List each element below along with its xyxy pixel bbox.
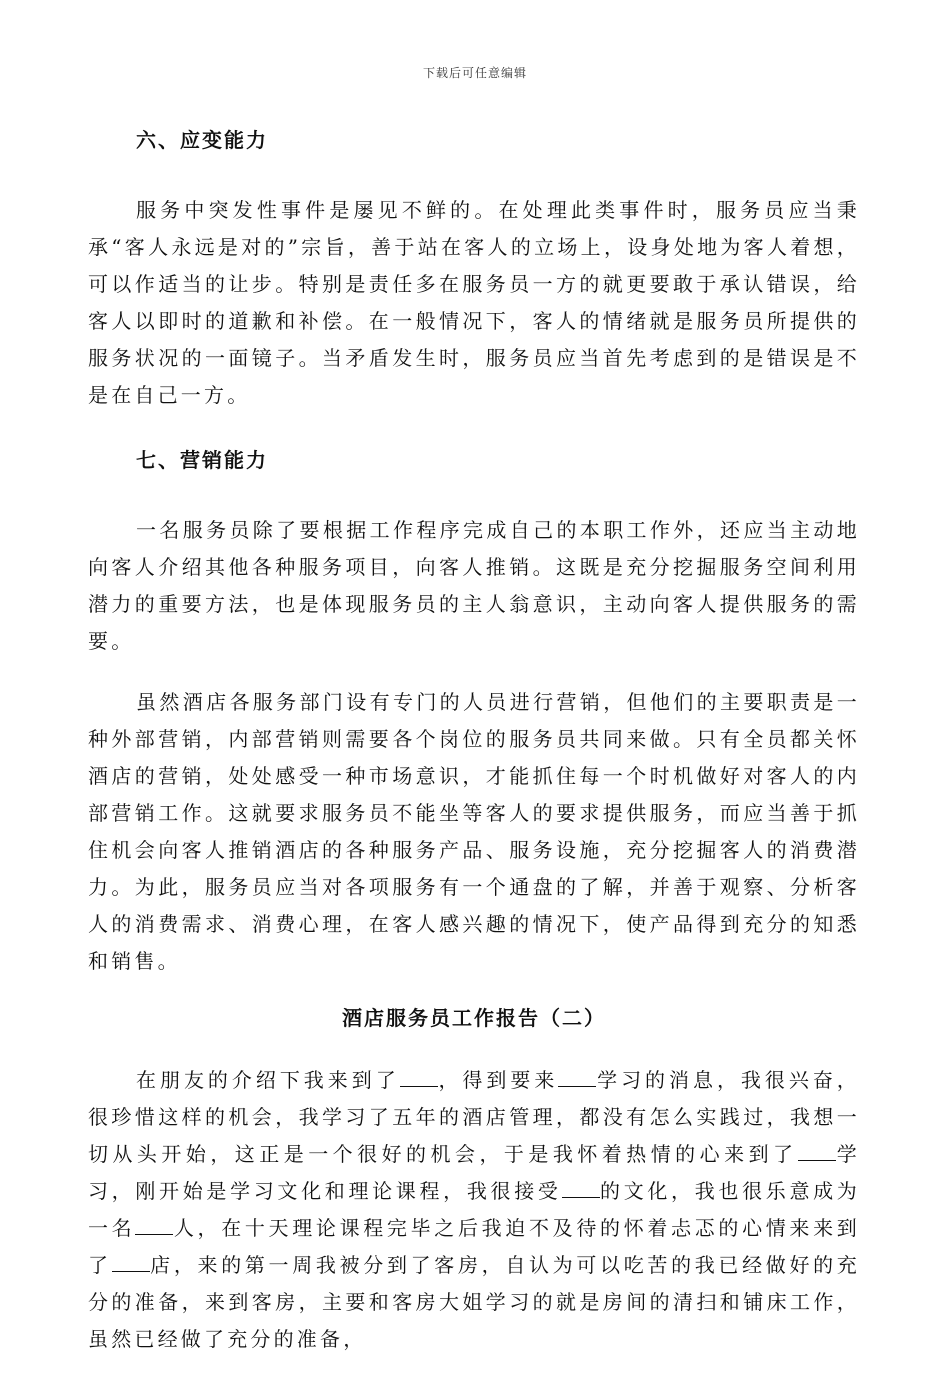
document-body: [88, 118, 860, 1382]
header-note: 下载后可任意编辑: [422, 66, 527, 80]
report-text-4: 学习，刚开始是学习文化和理论课程，我很接受: [88, 1142, 860, 1203]
section-heading-6: 六、应变能力: [136, 128, 268, 152]
report-text-7: 店，来的第一周我被分到了客房，自认为可以吃苦的我已经做好的充分的准备，来到客房，主要和客房大姐学习的就是房间的清扫和铺床工作，虽然已经做了充分的准备，: [88, 1253, 861, 1351]
report-text-5: 的文化，我也很乐意成为一名: [88, 1179, 860, 1240]
report-text-6: 人，在十天理论课程完毕之后我迫不及待的怀着忐忑的心情来来到了: [88, 1216, 860, 1277]
blank-line: [112, 1253, 150, 1272]
section-heading-7: 七、营销能力: [136, 448, 268, 472]
blank-line: [798, 1142, 836, 1161]
report-text-1: 在朋友的介绍下我来到了: [136, 1068, 400, 1092]
blank-line: [400, 1068, 438, 1087]
report-paragraph-1: [88, 1062, 860, 1358]
blank-line: [558, 1068, 596, 1087]
blank-line: [135, 1216, 173, 1235]
section-7-paragraph-2: 虽然酒店各服务部门设有专门的人员进行营销，但他们的主要职责是一种外部营销，内部营销则需要各个岗位的服务员共同来做。只有全员都关怀酒店的营销，处处感受一种市场意识，才能抓住每一个时机做好对客人的内部营销工作。这就要求服务员不能坐等客人的要求提供服务，而应当善于抓住机会向客人推销酒店的各种服务产品、服务设施，充分挖掘客人的消费潜力。为此，服务员应当对各项服务有一个通盘的了解，并善于观察、分析客人的消费需求、消费心理，在客人感兴趣的情况下，使产品得到充分的知悉和销售。: [88, 690, 860, 973]
report-text-2: ，得到要来: [437, 1068, 559, 1092]
report-title: 酒店服务员工作报告（二）: [342, 1006, 606, 1030]
report-text-3: 学习的消息，我很兴奋，很珍惜这样的机会，我学习了五年的酒店管理，都没有怎么实践过，我想一切从头开始，这正是一个很好的机会，于是我怀着热情的心来到了: [88, 1068, 861, 1166]
section-7-paragraph-1: 一名服务员除了要根据工作程序完成自己的本职工作外，还应当主动地向客人介绍其他各种服务项目，向客人推销。这既是充分挖掘服务空间利用潜力的重要方法，也是体现服务员的主人翁意识，主动向客人提供服务的需要。: [88, 518, 860, 653]
blank-line: [562, 1179, 600, 1198]
section-6-paragraph: 服务中突发性事件是屡见不鲜的。在处理此类事件时，服务员应当秉承“客人永远是对的”宗旨，善于站在客人的立场上，设身处地为客人着想，可以作适当的让步。特别是责任多在服务员一方的就更要敢于承认错误，给客人以即时的道歉和补偿。在一般情况下，客人的情绪就是服务员所提供的服务状况的一面镜子。当矛盾发生时，服务员应当首先考虑到的是错误是不是在自己一方。: [88, 198, 860, 407]
